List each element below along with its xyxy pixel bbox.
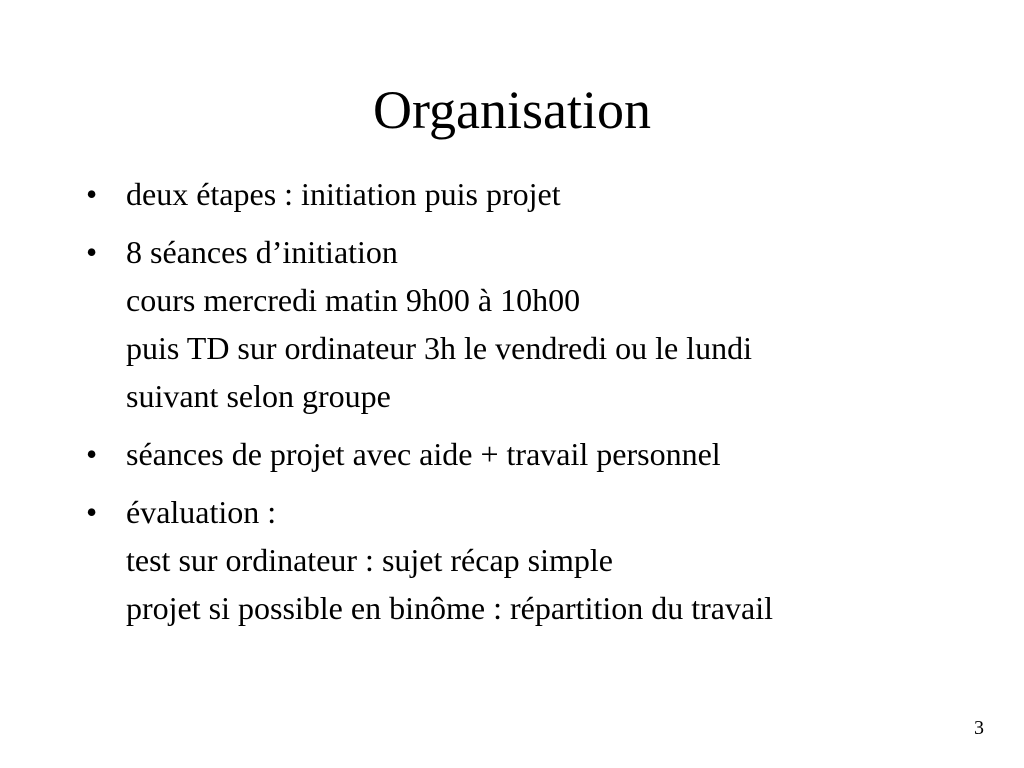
bullet-item [86, 228, 986, 420]
slide-title: Organisation [373, 80, 651, 140]
bullet-line: évaluation : [126, 494, 277, 530]
page-number: 3 [974, 717, 984, 739]
bullet-line: puis TD sur ordinateur 3h le vendredi ou le lundi [126, 330, 752, 366]
bullet-item [86, 430, 986, 478]
bullet-line: test sur ordinateur : sujet récap simple [126, 542, 613, 578]
bullet-dot-icon: • [86, 436, 98, 472]
bullet-line: suivant selon groupe [126, 378, 391, 414]
bullet-list [86, 170, 986, 642]
bullet-dot-icon: • [86, 234, 98, 270]
bullet-line: séances de projet avec aide + travail personnel [126, 436, 721, 472]
bullet-line: cours mercredi matin 9h00 à 10h00 [126, 282, 581, 318]
bullet-dot-icon: • [86, 176, 98, 212]
bullet-line: deux étapes : initiation puis projet [126, 176, 561, 212]
bullet-item [86, 170, 986, 218]
bullet-line: 8 séances d’initiation [126, 234, 398, 270]
bullet-item [86, 488, 986, 632]
bullet-dot-icon: • [86, 494, 98, 530]
bullet-line: projet si possible en binôme : répartition du travail [126, 590, 773, 626]
